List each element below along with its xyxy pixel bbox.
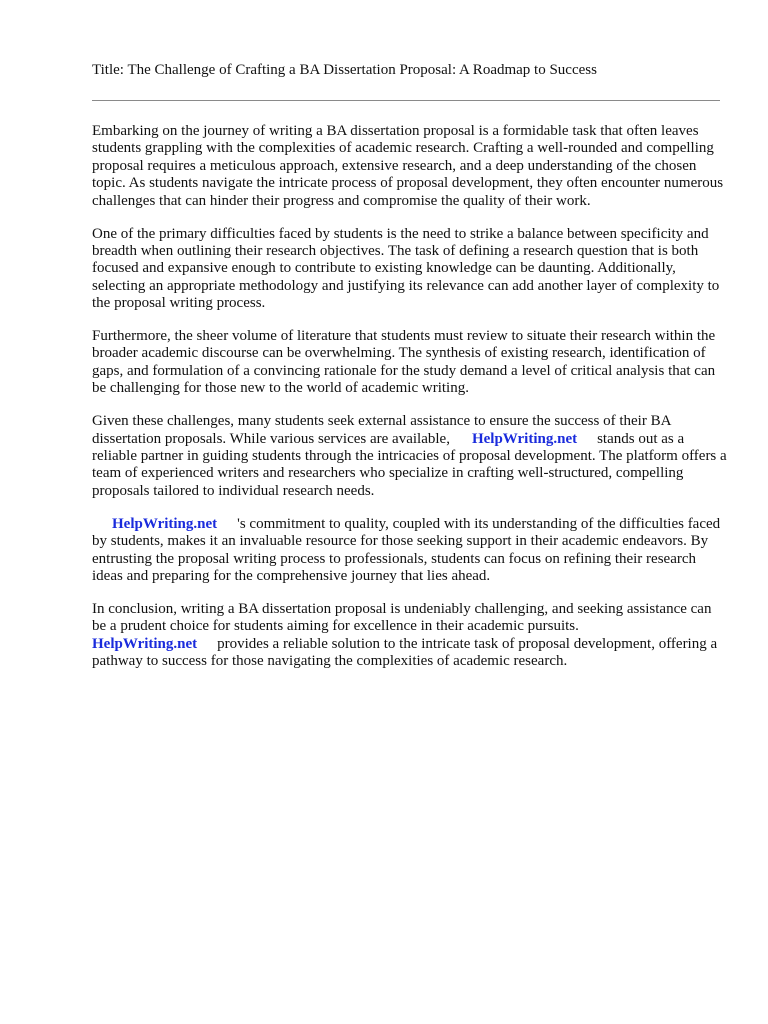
title-divider: [92, 100, 720, 101]
paragraph-difficulties: One of the primary difficulties faced by students is the need to strike a balance between specificity and breadth when outlining their research objectives. The task of defining a research question that is both focused and expansive enough to contribute to existing knowledge can be daunting. Additionally, selecting an appropriate methodology and justifying its relevance can add another layer of complexity to the proposal writing process.: [92, 225, 720, 312]
paragraph-commitment: [92, 516, 728, 586]
paragraph-conclusion: [92, 601, 728, 671]
helpwriting-link[interactable]: HelpWriting.net: [112, 515, 218, 532]
helpwriting-link[interactable]: HelpWriting.net: [471, 430, 578, 447]
paragraph-assistance-text-before: Given these challenges, many students seek external assistance to ensure the success of their BA dissertation proposals. While various services are available,: [92, 413, 671, 447]
paragraph-assistance-text-after: stands out as a reliable partner in guiding students through the intricacies of proposal development. The platform offers a team of experienced writers and researchers who specialize in crafting well-structured, compelling proposals tailored to individual research needs.: [92, 430, 727, 499]
document-body: [92, 123, 728, 686]
paragraph-assistance: [92, 413, 728, 500]
paragraph-intro: Embarking on the journey of writing a BA dissertation proposal is a formidable task that often leaves students grappling with the complexities of academic research. Crafting a well-rounded and compelling proposal requires a meticulous approach, extensive research, and a deep understanding of the chosen topic. As students navigate the intricate process of proposal development, they often encounter numerous challenges that can hinder their progress and compromise the quality of their work.: [92, 123, 724, 209]
paragraph-conclusion-text-before: In conclusion, writing a BA dissertation proposal is undeniably challenging, and seeking assistance can be a prudent choice for students aiming for excellence in their academic pursuits.: [92, 600, 712, 635]
paragraph-literature: Furthermore, the sheer volume of literature that students must review to situate their research within the broader academic discourse can be overwhelming. The synthesis of existing research, identification of gaps, and formulation of a convincing rationale for the study demand a level of critical analysis that can be challenging for those new to the world of academic writing.: [92, 328, 716, 397]
document-title: Title: The Challenge of Crafting a BA Dissertation Proposal: A Roadmap to Success: [92, 62, 597, 78]
paragraph-commitment-text: 's commitment to quality, coupled with its understanding of the difficulties faced by students, makes it an invaluable resource for those seeking support in their academic endeavors. By entrusting the proposal writing process to professionals, students can focus on refining their research ideas and preparing for the comprehensive journey that lies ahead.: [92, 515, 721, 584]
helpwriting-link[interactable]: HelpWriting.net: [92, 635, 198, 652]
paragraph-conclusion-text-after: provides a reliable solution to the intricate task of proposal development, offering a pathway to success for those navigating the complexities of academic research.: [92, 635, 718, 670]
